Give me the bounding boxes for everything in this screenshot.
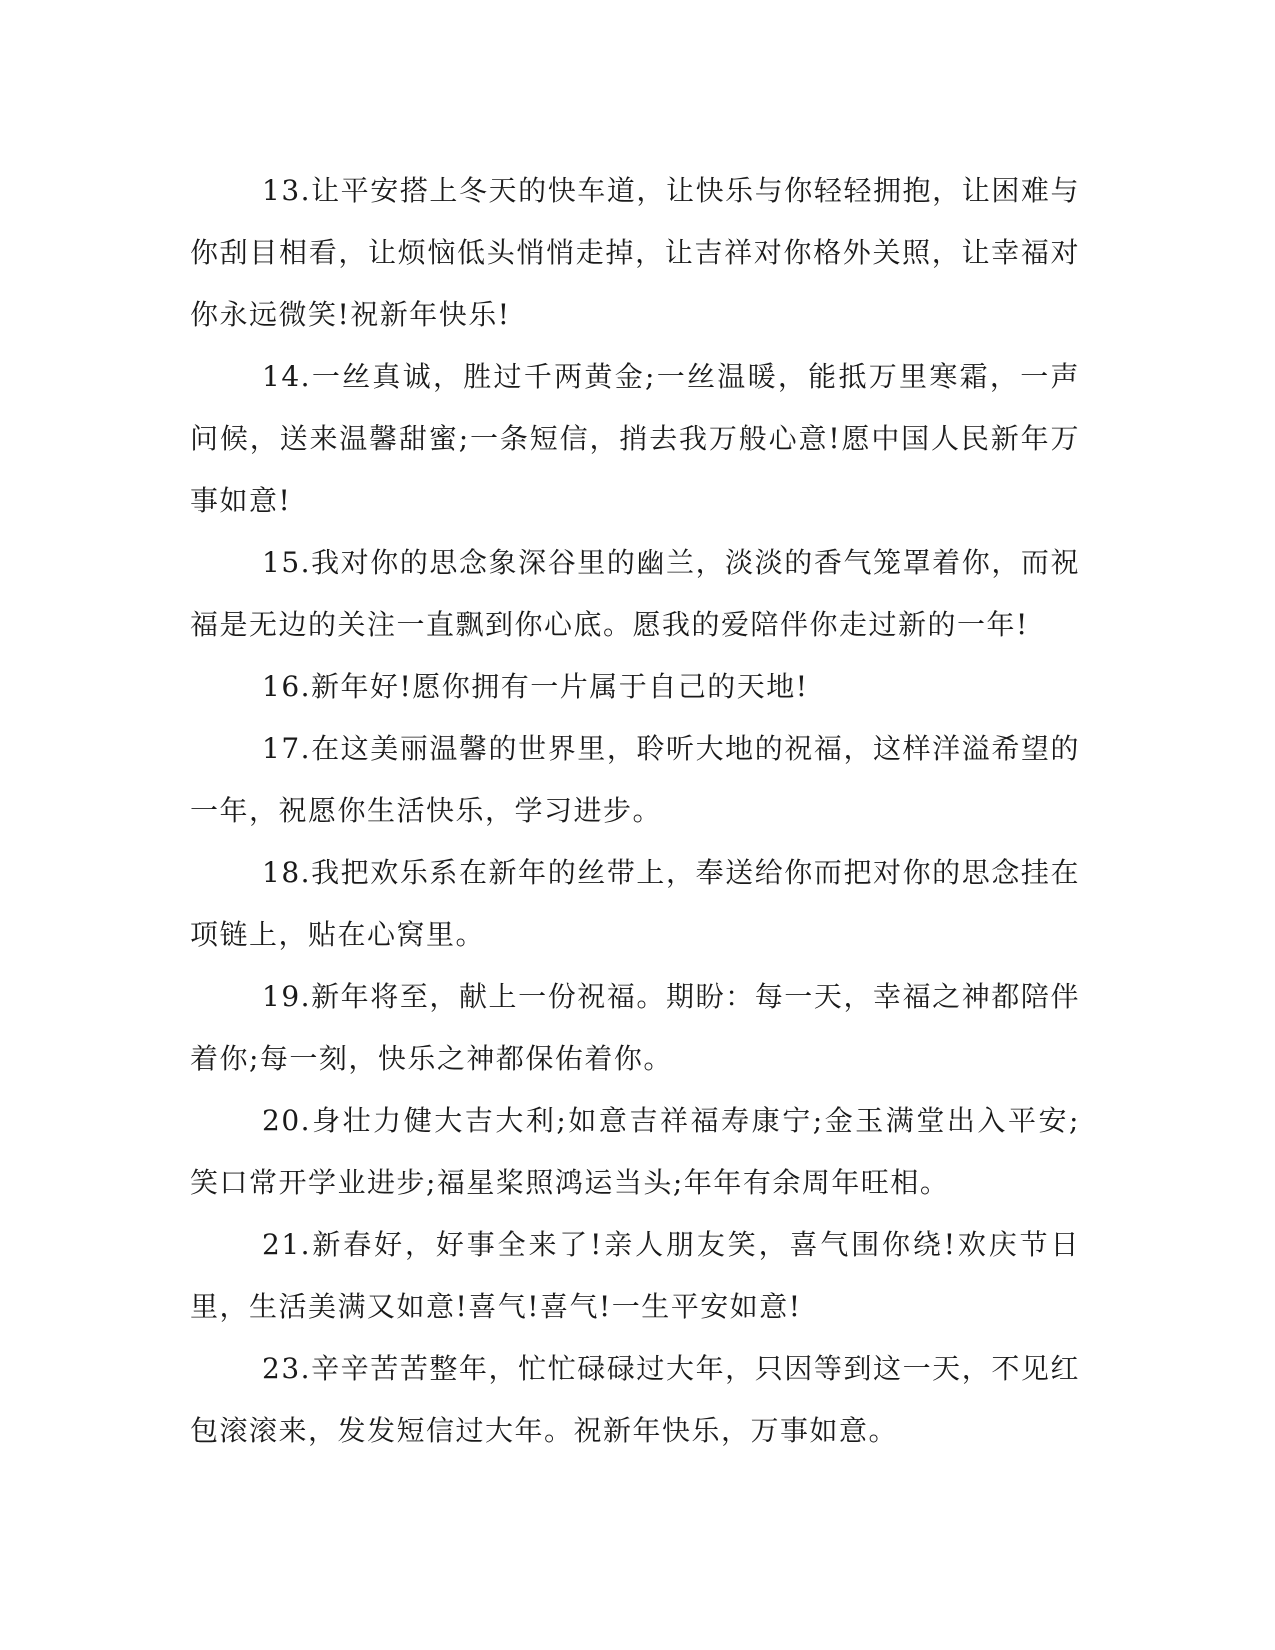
- document-body: [190, 160, 1080, 1462]
- greeting-paragraph-13: 13.让平安搭上冬天的快车道，让快乐与你轻轻拥抱，让困难与你刮目相看，让烦恼低头悄悄走掉，让吉祥对你格外关照，让幸福对你永远微笑!祝新年快乐!: [190, 174, 1080, 331]
- greeting-paragraph-21: 21.新春好，好事全来了!亲人朋友笑，喜气围你绕!欢庆节日里，生活美满又如意!喜气!喜气!一生平安如意!: [190, 1228, 1080, 1323]
- greeting-paragraph-19: 19.新年将至，献上一份祝福。期盼：每一天，幸福之神都陪伴着你;每一刻，快乐之神都保佑着你。: [190, 980, 1080, 1075]
- greeting-paragraph-16: 16.新年好!愿你拥有一片属于自己的天地!: [262, 670, 809, 703]
- greeting-paragraph-20: 20.身壮力健大吉大利;如意吉祥福寿康宁;金玉满堂出入平安;笑口常开学业进步;福星桨照鸿运当头;年年有余周年旺相。: [190, 1104, 1080, 1199]
- greeting-paragraph-18: 18.我把欢乐系在新年的丝带上，奉送给你而把对你的思念挂在项链上，贴在心窝里。: [190, 856, 1080, 951]
- greeting-paragraph-15: 15.我对你的思念象深谷里的幽兰，淡淡的香气笼罩着你，而祝福是无边的关注一直飘到你心底。愿我的爱陪伴你走过新的一年!: [190, 546, 1080, 641]
- greeting-paragraph-23: 23.辛辛苦苦整年，忙忙碌碌过大年，只因等到这一天，不见红包滚滚来，发发短信过大年。祝新年快乐，万事如意。: [190, 1352, 1080, 1447]
- greeting-paragraph-14: 14.一丝真诚，胜过千两黄金;一丝温暖，能抵万里寒霜，一声问候，送来温馨甜蜜;一条短信，捎去我万般心意!愿中国人民新年万事如意!: [190, 360, 1080, 517]
- greeting-paragraph-17: 17.在这美丽温馨的世界里，聆听大地的祝福，这样洋溢希望的一年，祝愿你生活快乐，学习进步。: [190, 732, 1080, 827]
